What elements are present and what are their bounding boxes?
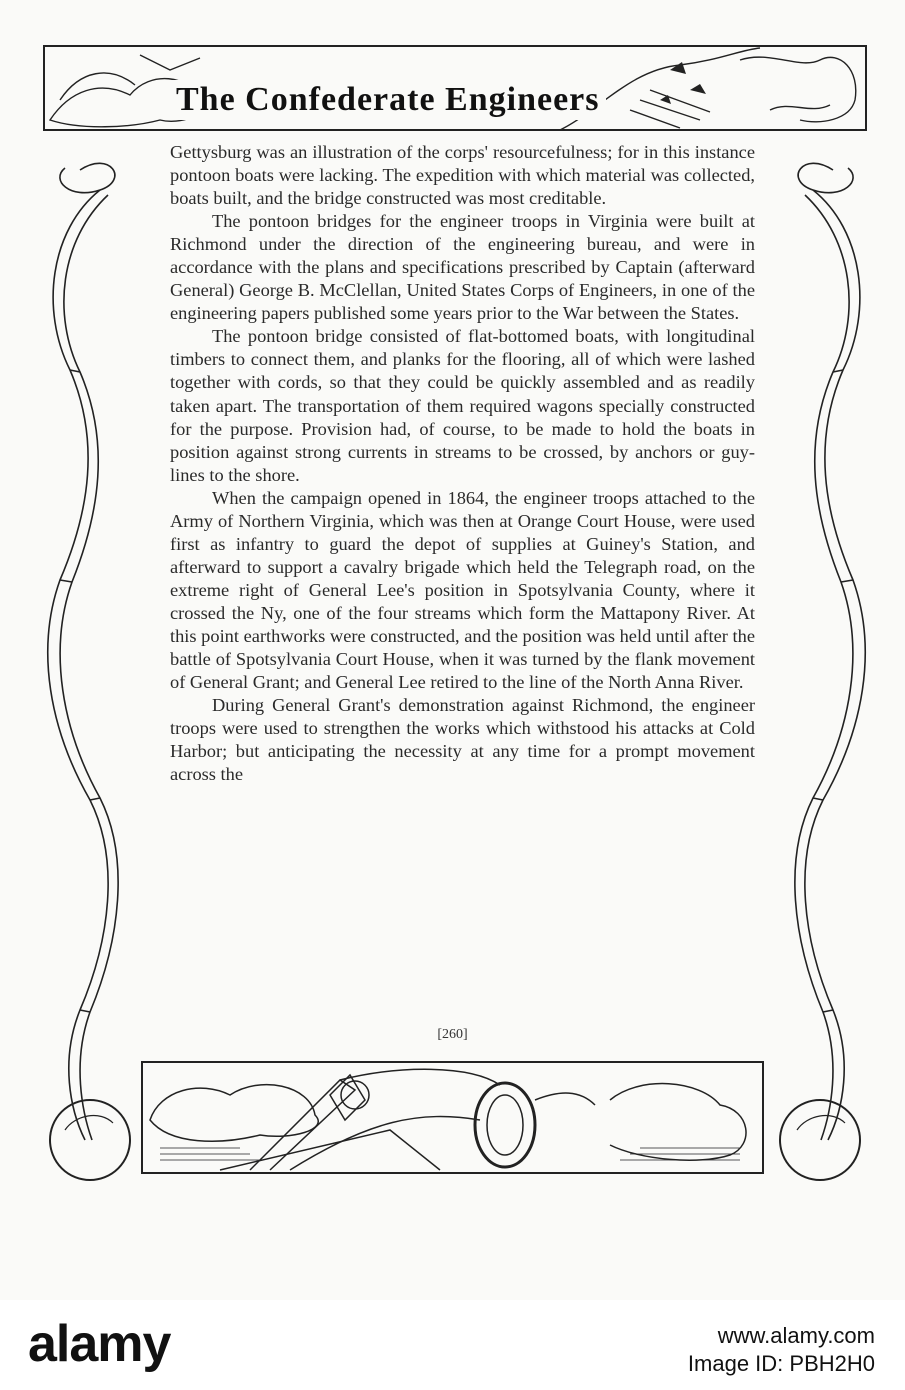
stock-watermark-bar <box>0 1300 905 1390</box>
stock-credit <box>688 1322 875 1378</box>
right-ribbon-ornament <box>773 150 883 1180</box>
footer-illustration <box>140 1060 765 1175</box>
paragraph-4: When the campaign opened in 1864, the engineer troops attached to the Army of Northern Virginia, which was then at Orange Court House, were used first as infantry to guard the depot of supplies at Guiney's Station, and afterward to support a cavalry brigade which held the Telegraph road, on the extreme right of General Lee's position in Spotsylvania County, where it crossed the Ny, one of the four streams which form the Mattapony River. At this point earthworks were constructed, and the position was held until after the battle of Spotsylvania Court House, when it was turned by the flank movement of General Grant; and General Lee retired to the line of the North Anna River. <box>170 487 755 693</box>
paragraph-2: The pontoon bridges for the engineer troops in Virginia were built at Richmond under the direction of the engineering bureau, and were in accordance with the plans and specifications prescribed by Captain (afterward General) George B. McClellan, United States Corps of Engineers, in one of the engineering papers published some years prior to the War between the States. <box>170 211 755 324</box>
stock-url: www.alamy.com <box>717 1323 875 1348</box>
paragraph-1: Gettysburg was an illustration of the corps' resourcefulness; for in this instance pontoon boats were lacking. The expedition with which material was collected, boats built, and the bridge constructed was most creditable. <box>170 142 755 209</box>
left-ribbon-ornament <box>30 150 140 1180</box>
paragraph-3: The pontoon bridge consisted of flat-bottomed boats, with longitudinal timbers to connect them, and planks for the flooring, all of which were lashed together with cords, so that they could be quickly assembled and as readily taken apart. The transportation of them required wagons specially constructed for the purpose. Provision had, of course, to be made to hold the boats in position against strong currents in streams to be crossed, by anchors or guy-lines to the shore. <box>170 326 755 485</box>
paragraph-5: During General Grant's demonstration against Richmond, the engineer troops were used to strengthen the works which withstood his attacks at Cold Harbor; but anticipating the necessity at any time for a prompt movement across the <box>170 695 755 785</box>
left-orb-ornament <box>45 1095 135 1185</box>
body-text <box>170 141 755 786</box>
page-number: [260] <box>437 1027 468 1042</box>
right-orb-ornament <box>775 1095 865 1185</box>
page-header-title: The Confederate Engineers <box>170 80 606 120</box>
stock-image-id: Image ID: PBH2H0 <box>687 1351 875 1376</box>
stock-logo: alamy <box>28 1315 171 1373</box>
